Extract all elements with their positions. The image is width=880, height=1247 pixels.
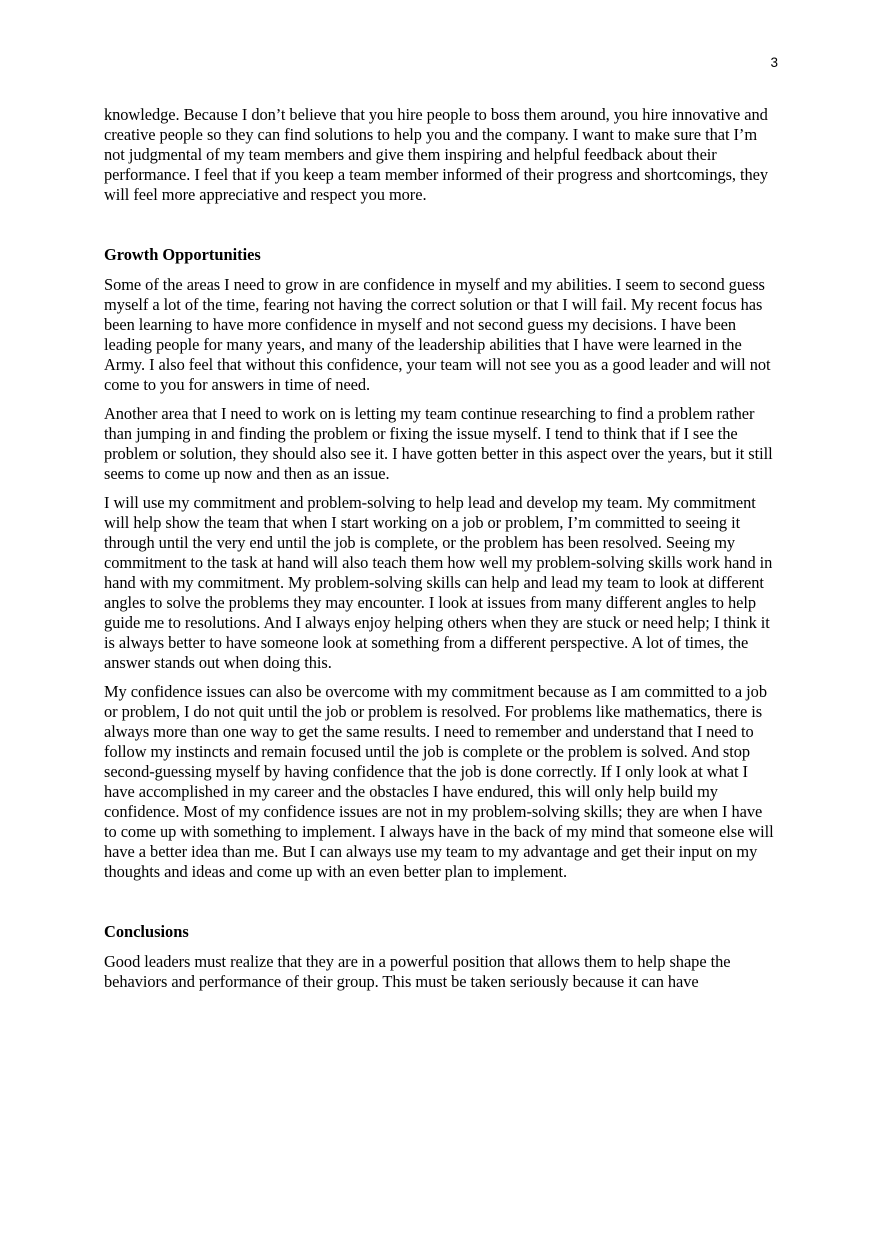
growth-paragraph-1: Some of the areas I need to grow in are confidence in myself and my abilities. I seem to second guess myself a lot of the time, fearing not having the correct solution or that I will fail. My recent focus has been learning to have more confidence in myself and not second guess my decisions. I have been leading people for many years, and many of the leadership abilities that I have were learned in the Army. I also feel that without this confidence, your team will not see you as a good leader and will not come to you for answers in time of need. [104, 275, 771, 394]
growth-paragraph-4: My confidence issues can also be overcome with my commitment because as I am committed to a job or problem, I do not quit until the job or problem is resolved. For problems like mathematics, there is always more than one way to get the same results. I need to remember and understand that I need to follow my instincts and remain focused until the job is complete or the problem is solved. And stop second-guessing myself by having confidence that the job is done correctly. If I only look at what I have accomplished in my career and the obstacles I have endured, this will only help build my confidence. Most of my confidence issues are not in my problem-solving skills; they are when I have to come up with something to implement. I always have in the back of my mind that someone else will have a better idea than me. But I can always use my team to my advantage and get their input on my thoughts and ideas and come up with an even better plan to implement. [104, 682, 774, 881]
growth-paragraph-2: Another area that I need to work on is letting my team continue researching to find a problem rather than jumping in and finding the problem or fixing the issue myself. I tend to think that if I see the problem or solution, they should also see it. I have gotten better in this aspect over the years, but it still seems to come up now and then as an issue. [104, 404, 773, 483]
intro-paragraph: knowledge. Because I don’t believe that you hire people to boss them around, you hire innovative and creative people so they can find solutions to help you and the company. I want to make sure that I’m not judgmental of my team members and give them inspiring and helpful feedback about their performance. I feel that if you keep a team member informed of their progress and shortcomings, they will feel more appreciative and respect you more. [104, 105, 769, 204]
growth-opportunities-heading: Growth Opportunities [104, 245, 261, 264]
document-body [104, 105, 778, 1001]
conclusions-paragraph: Good leaders must realize that they are in a powerful position that allows them to help shape the behaviors and performance of their group. This must be taken seriously because it can have [104, 952, 731, 991]
growth-paragraph-3: I will use my commitment and problem-solving to help lead and develop my team. My commitment will help show the team that when I start working on a job or problem, I’m committed to seeing it through until the very end until the job is complete, or the problem has been resolved. Seeing my commitment to the task at hand will also teach them how well my problem-solving skills work hand in hand with my commitment. My problem-solving skills can help and lead my team to look at different angles to solve the problems they may encounter. I look at issues from many different angles to help guide me to resolutions. And I always enjoy helping others when they are stuck or need help; I think it is always better to have someone look at something from a different perspective. A lot of times, the answer stands out when doing this. [104, 493, 773, 672]
section-spacer [104, 214, 778, 245]
page-number: 3 [770, 55, 778, 70]
section-spacer [104, 891, 778, 922]
conclusions-heading: Conclusions [104, 922, 189, 941]
